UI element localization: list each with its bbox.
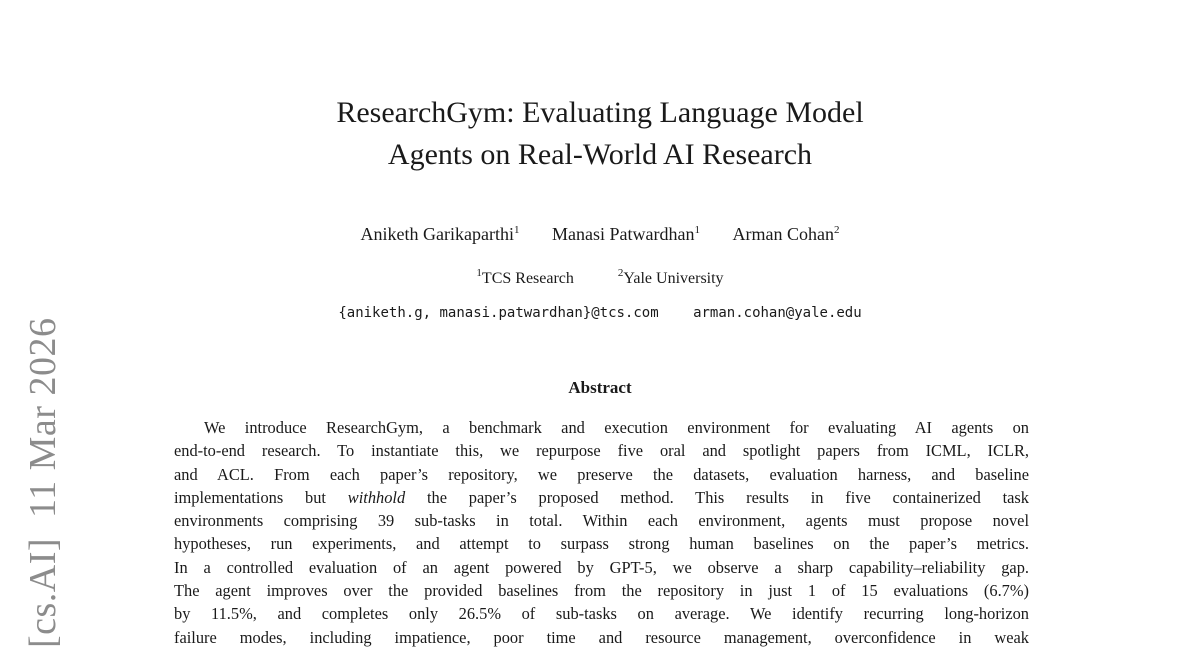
abstract-line: In a controlled evaluation of an agent powered by GPT-5, we observe a sharp capability–reliability gap. — [174, 557, 1029, 577]
abstract-line: environments comprising 39 sub-tasks in total. Within each environment, agents must propose novel — [174, 511, 1029, 531]
abstract-emphasis: withhold — [347, 487, 406, 507]
abstract-line — [174, 486, 1029, 509]
abstract-line: by 11.5%, and completes only 26.5% of sub-tasks on average. We identify recurring long-horizon — [174, 604, 1029, 624]
abstract-line: end-to-end research. To instantiate this, we repurpose five oral and spotlight papers from ICML, ICLR, — [174, 441, 1029, 461]
affiliation-name: Yale University — [623, 270, 724, 287]
author-name: Arman Cohan — [732, 224, 834, 244]
affiliation — [476, 262, 573, 290]
email-address: arman.cohan@yale.edu — [693, 305, 862, 321]
email-address: {aniketh.g, manasi.patwardhan}@tcs.com — [338, 305, 659, 321]
author-list — [0, 218, 1200, 246]
abstract-line: failure modes, including impatience, poor time and resource management, overconfidence in weak — [174, 627, 1029, 647]
affiliation-name: TCS Research — [481, 270, 574, 287]
affiliation-mark: 2 — [617, 267, 624, 279]
title-line-2: Agents on Real-World AI Research — [387, 138, 813, 171]
author-name: Aniketh Garikaparthi — [360, 224, 514, 244]
author — [552, 218, 700, 246]
author-affiliation-mark: 2 — [833, 224, 840, 236]
abstract-body — [174, 416, 1029, 648]
author — [361, 218, 520, 246]
paper-title — [0, 92, 1200, 176]
author-affiliation-mark: 1 — [514, 224, 520, 236]
author — [732, 218, 839, 246]
affiliation-list — [0, 262, 1200, 290]
abstract-line: hypotheses, run experiments, and attempt to surpass strong human baselines on the paper’s metrics. — [174, 534, 1029, 554]
author-affiliation-mark: 1 — [694, 224, 700, 236]
abstract-line: We introduce ResearchGym, a benchmark and execution environment for evaluating AI agents on — [204, 418, 1029, 437]
affiliation-mark: 1 — [476, 267, 482, 279]
email-list — [0, 303, 1200, 323]
author-name: Manasi Patwardhan — [552, 224, 695, 244]
affiliation — [618, 262, 724, 290]
arxiv-side-stamp: [cs.AI] 11 Mar 2026 — [22, 317, 64, 648]
abstract-text: implementations but — [174, 487, 348, 507]
abstract-heading: Abstract — [568, 378, 632, 397]
title-line-1: ResearchGym: Evaluating Language Model — [336, 96, 864, 129]
abstract-text: the paper’s proposed method. This results in five containerized task — [405, 487, 1029, 507]
abstract-line: The agent improves over the provided baselines from the repository in just 1 of 15 evaluations (6.7%) — [174, 581, 1029, 601]
abstract-line: and ACL. From each paper’s repository, we preserve the datasets, evaluation harness, and baseline — [174, 464, 1029, 484]
